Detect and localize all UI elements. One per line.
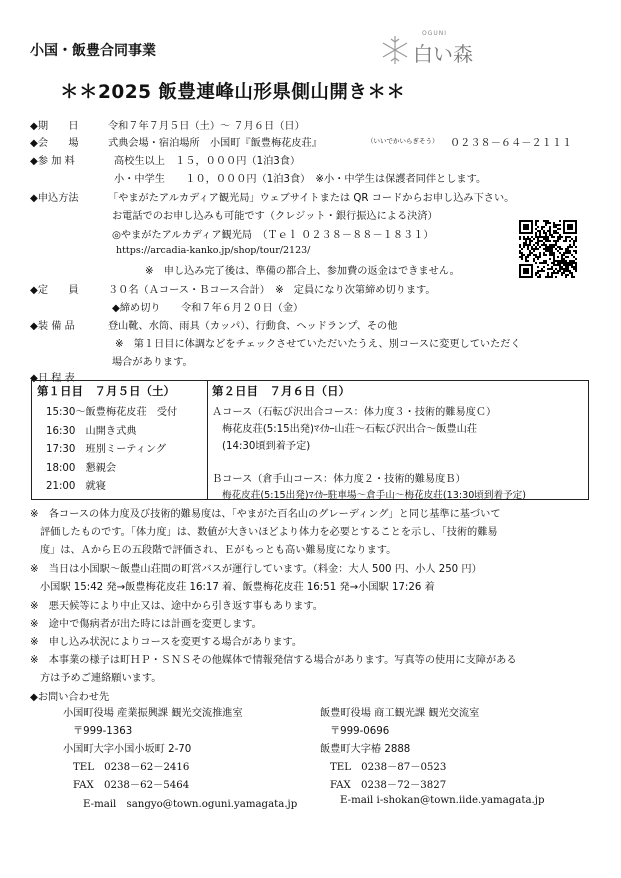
logo-text: 白い森	[413, 42, 473, 66]
info-text: ◆締め切り 令和７年６月２０日（金）	[112, 303, 304, 314]
contact-line: 小国町役場 産業振興課 観光交流推進室	[63, 708, 243, 719]
note-line: ※ 本事業の様子は町ＨＰ・ＳＮＳその他媒体で情報発信する場合があります。写真等の使用に支障がある	[30, 655, 517, 666]
shiroimori-logo	[380, 30, 473, 70]
contact-line: FAX 0238－62－5464	[73, 780, 190, 791]
day1-heading: 第１日目 ７月５日（土）	[37, 384, 175, 398]
info-label: ◆日 程 表	[30, 373, 75, 384]
note-line: 度」は、ＡからＥの五段階で評価され、Ｅがもっとも高い難易度になります。	[40, 545, 397, 556]
contact-email[interactable]: E-mail i-shokan@town.iide.yamagata.jp	[340, 795, 545, 806]
info-text: ※ 申し込み完了後は、準備の都合上、参加費の返金はできません。	[145, 266, 460, 277]
b-course-route: 梅花皮荘(5:15出発)ﾏｲｶｰ駐車場～倉手山～梅花皮荘(13:30頃到着予定)	[222, 490, 527, 501]
info-label: ◆参 加 料	[30, 156, 75, 167]
contact-line: 飯豊町大字椿 2888	[320, 744, 411, 755]
info-text: 「やまがたアルカディア観光局」ウェブサイトまたは QR コードからお申し込み下さい。	[108, 193, 515, 204]
info-label: ◆装 備 品	[30, 321, 75, 332]
info-text: ３０名（Ａコース・Ｂコース合計） ※ 定員になり次第締め切ります。	[108, 285, 436, 296]
a-course-route: 梅花皮荘(5:15出発)ﾏｲｶｰ山荘～石転び沢出合～飯豊山荘	[222, 424, 477, 435]
booking-url[interactable]: https://arcadia-kanko.jp/shop/tour/2123/	[116, 245, 311, 256]
contact-line: 〒999-0696	[330, 726, 390, 737]
note-line: 方は予めご連絡願います。	[40, 673, 162, 684]
info-text: ※ 第１日目に体調などをチェックさせていただいたうえ、別コースに変更していただく	[115, 339, 521, 350]
info-label: ◆申込方法	[30, 193, 79, 204]
info-text: ◎やまがたアルカディア観光局 （Ｔｅｌ ０２３８－８８－１８３１）	[112, 230, 434, 241]
contact-line: 飯豊町役場 商工観光課 観光交流室	[320, 708, 480, 719]
snow-crystal-icon	[380, 30, 410, 70]
info-text: お電話でのお申し込みも可能です（クレジット・銀行振込による決済）	[112, 211, 438, 222]
note-line: ※ 当日は小国駅～飯豊山荘間の町営バスが運行しています。（料金：大人 500 円、小人 250 円）	[30, 564, 482, 575]
info-text: 登山靴、水筒、雨具（カッパ）、行動食、ヘッドランプ、その他	[108, 321, 398, 332]
contact-line: FAX 0238－72－3827	[330, 780, 447, 791]
qr-code	[519, 220, 577, 278]
logo-small-text: OGUNI	[422, 30, 448, 37]
venue-phone: ０２３８－６４－２１１１	[450, 138, 573, 149]
info-text: 式典会場・宿泊場所 小国町『飯豊梅花皮荘』	[108, 138, 322, 149]
contact-line: 小国町大字小国小坂町 2-70	[63, 744, 192, 755]
info-label: ◆期 日	[30, 121, 79, 132]
day1-item: 16:30 山開き式典	[46, 425, 137, 437]
a-course-arrival: (14:30頃到着予定)	[222, 441, 311, 452]
day1-item: 15:30～飯豊梅花皮荘 受付	[46, 407, 178, 418]
note-line: ※ 申し込み状況によりコースを変更する場合があります。	[30, 637, 303, 648]
info-text: 小・中学生 １０，０００円（1泊3食） ※小・中学生は保護者同伴とします。	[114, 174, 487, 185]
info-text: 令和７年７月５日（土）～ ７月６日（日）	[108, 121, 305, 132]
note-line: ※ 悪天候等により中止又は、途中から引き返す事もあります。	[30, 601, 323, 612]
b-course-title: Ｂコース（倉手山コース：体力度２・技術的難易度Ｂ）	[212, 474, 466, 485]
contact-heading: ◆お問い合わせ先	[30, 692, 110, 703]
schedule-table	[31, 380, 589, 500]
note-line: 評価したものです。「体力度」は、数値が大きいほどより体力を必要とすることを示し、「技術的難易	[40, 527, 498, 538]
note-line: 小国駅 15:42 発→飯豊梅花皮荘 16:17 着、飯豊梅花皮荘 16:51 発→小国駅 17:26 着	[40, 582, 435, 593]
day1-item: 17:30 班別ミーティング	[46, 444, 167, 455]
day2-heading: 第２日目 ７月６日（日）	[212, 384, 350, 398]
contact-line: TEL 0238－87－0523	[330, 762, 447, 773]
contact-line: TEL 0238－62－2416	[73, 762, 190, 773]
page-title: ＊＊2025 飯豊連峰山形県側山開き＊＊	[60, 82, 406, 103]
a-course-title: Ａコース（石転び沢出合コース：体力度３・技術的難易度Ｃ）	[212, 407, 497, 418]
organizer-heading: 小国・飯豊合同事業	[30, 43, 156, 59]
venue-reading: （いいでかいらぎそう）	[367, 137, 439, 145]
info-label: ◆会 場	[30, 138, 79, 149]
info-text: 高校生以上 １５，０００円（1泊3食）	[114, 156, 301, 167]
contact-email[interactable]: E-mail sangyo@town.oguni.yamagata.jp	[83, 799, 298, 810]
note-line: ※ 途中で傷病者が出た時には計画を変更します。	[30, 619, 262, 630]
day1-item: 21:00 就寝	[46, 481, 106, 492]
info-text: 場合があります。	[112, 357, 193, 368]
day1-item: 18:00 懇親会	[46, 462, 117, 474]
info-label: ◆定 員	[30, 285, 79, 296]
note-line: ※ 各コースの体力度及び技術的難易度は、「やまがた百名山のグレーディング」と同じ基準に基づいて	[30, 509, 501, 520]
contact-line: 〒999-1363	[73, 726, 133, 737]
